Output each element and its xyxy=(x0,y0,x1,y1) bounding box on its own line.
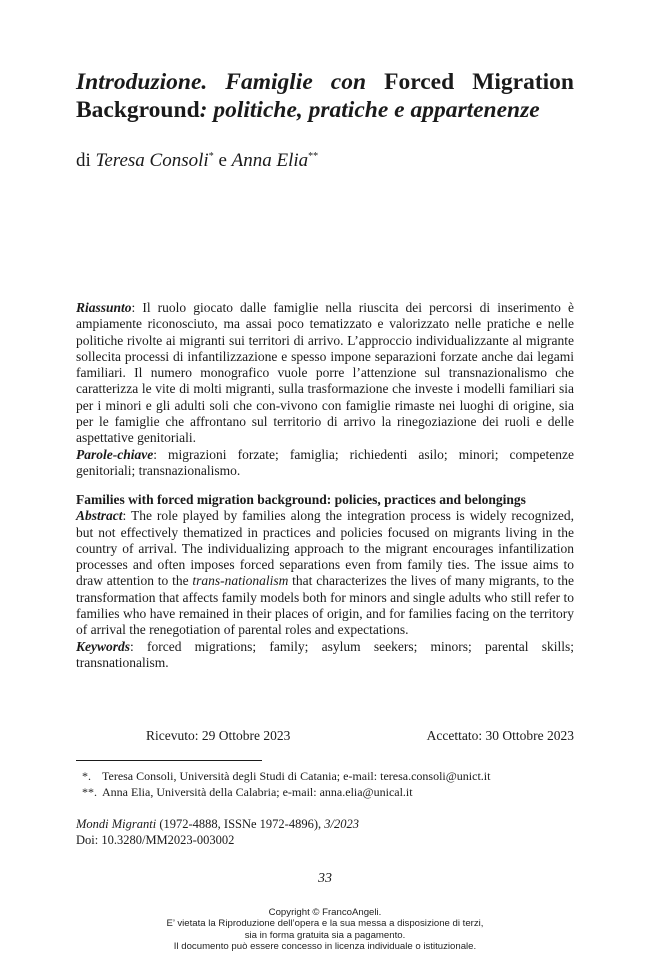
author-name-1: Teresa Consoli xyxy=(95,150,209,171)
title-part-italic-2: : politiche, pratiche e appartenenze xyxy=(199,97,540,123)
parole-chiave-label: Parole-chiave xyxy=(76,446,154,462)
footnote-1 xyxy=(76,768,574,784)
copyright-line-4: Il documento può essere concesso in licenza individuale o istituzionale. xyxy=(173,941,477,953)
parole-chiave-text: : migrazioni forzate; famiglia; richiedenti asilo; minori; competenze genitoriali; transnazionalismo. xyxy=(76,446,574,478)
footnote-mark-1: *. xyxy=(82,769,91,783)
abstract-text-1: : The role played by families along the integration process is widely recognized, but not effectively thematized in practices and policies focused on migrants living in the country of arrival. The individualizing approach to the migrant encourages infantilization processes and often imposes forced separations even from family ties. The issue aims to draw attention to the xyxy=(76,508,574,589)
author-mark-2: ** xyxy=(308,151,319,162)
page-number: 33 xyxy=(318,871,332,886)
footnote-2 xyxy=(76,784,574,800)
title-part-italic: Introduzione. Famiglie con xyxy=(76,69,367,95)
abstract-italic-term: trans-nationalism xyxy=(192,573,289,589)
citation-line xyxy=(76,816,574,832)
abstract-label: Abstract xyxy=(76,508,123,524)
author-name-2: Anna Elia xyxy=(231,150,309,171)
copyright-notice xyxy=(0,907,650,953)
doi-line: Doi: 10.3280/MM2023-003002 xyxy=(76,833,235,847)
title-part-roman-2: Background xyxy=(76,97,200,123)
footnote-divider xyxy=(76,760,262,761)
footnote-text-1: Teresa Consoli, Università degli Studi di Catania; e-mail: teresa.consoli@unict.it xyxy=(102,769,491,783)
journal-name: Mondi Migranti xyxy=(76,817,157,831)
journal-citation xyxy=(76,816,574,848)
author-line xyxy=(76,145,318,173)
english-title: Families with forced migration background: policies, practices and belongings xyxy=(76,492,526,507)
footnote-mark-2: **. xyxy=(82,785,97,799)
abstract-paragraph xyxy=(76,508,574,638)
article-title xyxy=(76,68,574,124)
copyright-line-1: Copyright © FrancoAngeli. xyxy=(268,907,382,918)
copyright-line-3: sia in forma gratuita sia a pagamento. xyxy=(244,929,406,941)
keywords-paragraph xyxy=(76,639,574,672)
keywords-text: : forced migrations; family; asylum seekers; minors; parental skills; transnationalism. xyxy=(76,638,574,670)
keywords-label: Keywords xyxy=(76,638,130,654)
title-part-roman: Forced Migration xyxy=(384,69,575,95)
accepted-date: Accettato: 30 Ottobre 2023 xyxy=(426,728,574,743)
author-prefix: di xyxy=(76,150,91,171)
riassunto-label: Riassunto xyxy=(76,300,132,315)
parole-chiave-paragraph xyxy=(76,447,574,480)
abstract-text-2: that characterizes the lives of many migrants, to the transformation that affects family models both for minors and single adults who still refer to families who have remained in their places of origin, and for families facing on the territory of arrival the renegotiation of parental roles and expectations. xyxy=(76,573,574,638)
journal-issn: (1972-4888, ISSNe 1972-4896), xyxy=(156,817,325,831)
journal-issue: 3/2023 xyxy=(324,817,359,831)
riassunto-text: : Il ruolo giocato dalle famiglie nella riuscita dei percorsi di inserimento è ampiamente riconosciuto, ma assai poco tematizzato e valorizzato nelle pratiche e nelle politiche rivolte ai migranti sui territori di arrivo. L’approccio individualizzante al migrante sollecita processi di infantilizzazione e spesso impone separazioni forzate anche dai legami familiari. Il numero monografico vuole porre l’attenzione sul transnazionalismo che caratterizza le vite di molti migranti, sulla trasformazione che investe i modelli familiari sia per i minori e gli adulti soli che con-vivono con famiglie rimaste nei luoghi di origine, sia per le famiglie che affrontano sul territorio di arrivo la rinegoziazione dei ruoli e delle aspettative genitoriali. xyxy=(76,300,574,446)
received-date: Ricevuto: 29 Ottobre 2023 xyxy=(146,728,291,743)
footnote-text-2: Anna Elia, Università della Calabria; e-mail: anna.elia@unical.it xyxy=(102,785,413,799)
riassunto-paragraph xyxy=(76,300,574,447)
footnotes xyxy=(76,768,574,800)
copyright-line-2: E’ vietata la Riproduzione dell’opera e la sua messa a disposizione di terzi, xyxy=(166,918,484,930)
italian-abstract xyxy=(76,300,574,479)
author-conjunction: e xyxy=(218,150,227,171)
english-abstract xyxy=(76,492,574,671)
author-mark-1: * xyxy=(208,151,214,162)
